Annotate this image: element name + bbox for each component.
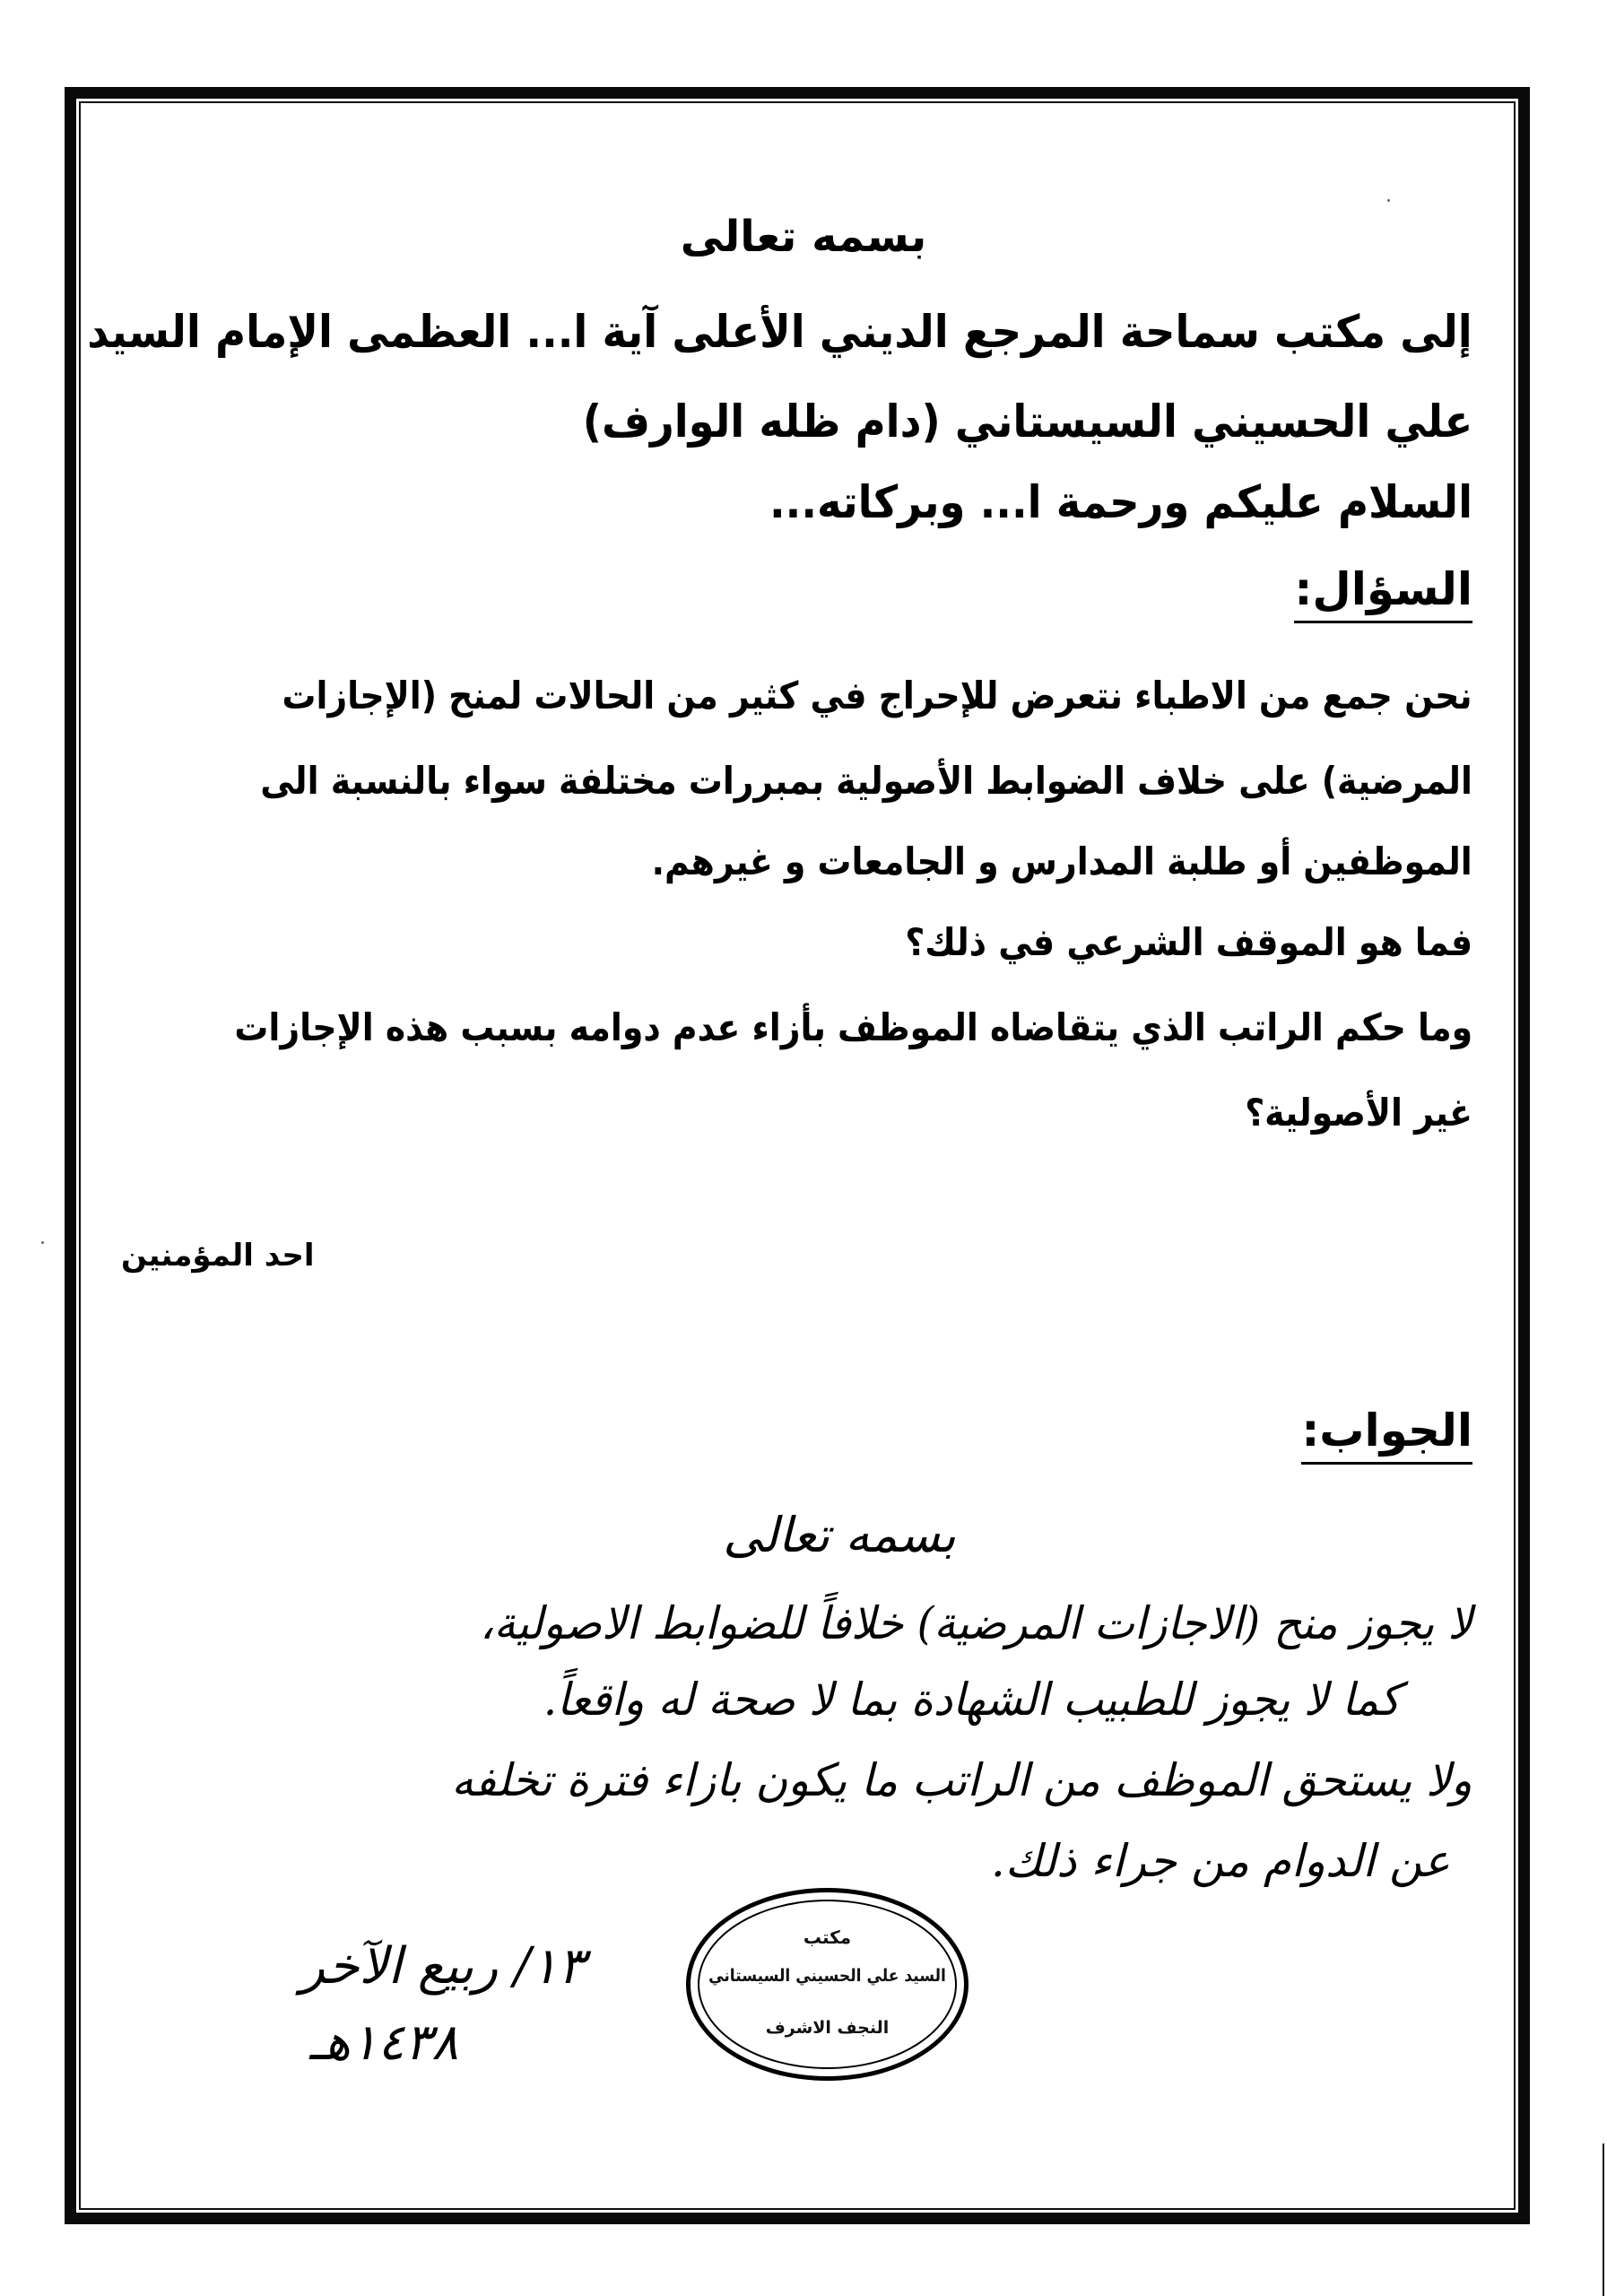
answer-line-3: ولا يستحق الموظف من الراتب ما يكون بازاء فترة تخلفه xyxy=(451,1754,1472,1806)
answer-heading: الجواب: xyxy=(1301,1408,1472,1465)
greeting: السلام عليكم ورحمة ا... وبركاته... xyxy=(769,476,1472,528)
question-line-3: الموظفين أو طلبة المدارس و الجامعات و غيرهم. xyxy=(651,839,1472,883)
question-line-6: غير الأصولية؟ xyxy=(1245,1091,1472,1135)
seal-line-2: السيد علي الحسيني السيستاني xyxy=(708,1966,946,1986)
question-line-2: المرضية) على خلاف الضوابط الأصولية بمبررات مختلفة سواء بالنسبة الى xyxy=(260,759,1472,803)
scan-speck xyxy=(41,1241,44,1244)
answer-date-year: ١٤٣٨هـ xyxy=(309,2013,459,2072)
invocation-heading: بسمه تعالى xyxy=(680,212,927,262)
address-line-1: إلى مكتب سماحة المرجع الديني الأعلى آية ا... العظمى الإمام السيد xyxy=(87,306,1472,358)
question-line-1: نحن جمع من الاطباء نتعرض للإحراج في كثير من الحالات لمنح (الإجازات xyxy=(282,674,1472,718)
seal-line-3: النجف الاشرف xyxy=(765,2018,890,2038)
answer-line-2: كما لا يجوز للطبيب الشهادة بما لا صحة له واقعاً. xyxy=(543,1674,1401,1726)
question-line-5: وما حكم الراتب الذي يتقاضاه الموظف بأزاء عدم دوامه بسبب هذه الإجازات xyxy=(234,1005,1472,1049)
official-seal-stamp-icon xyxy=(686,1888,969,2081)
answer-line-1: لا يجوز منح (الاجازات المرضية) خلافاً للضوابط الاصولية، xyxy=(480,1597,1472,1649)
question-heading: السؤال: xyxy=(1294,567,1472,623)
answer-line-4: عن الدوام من جراء ذلك. xyxy=(990,1835,1450,1887)
scan-speck xyxy=(1387,199,1390,202)
seal-line-1: مكتب xyxy=(803,1926,852,1948)
answer-invocation: بسمه تعالى xyxy=(723,1507,956,1563)
address-line-2: علي الحسيني السيستاني (دام ظله الوارف) xyxy=(582,396,1472,448)
question-signature: احد المؤمنين xyxy=(121,1238,315,1274)
scan-edge-line xyxy=(1603,2144,1604,2296)
answer-date-day-month: ١٣/ ربيع الآخر xyxy=(300,1937,585,1996)
question-line-4: فما هو الموقف الشرعي في ذلك؟ xyxy=(905,920,1472,964)
